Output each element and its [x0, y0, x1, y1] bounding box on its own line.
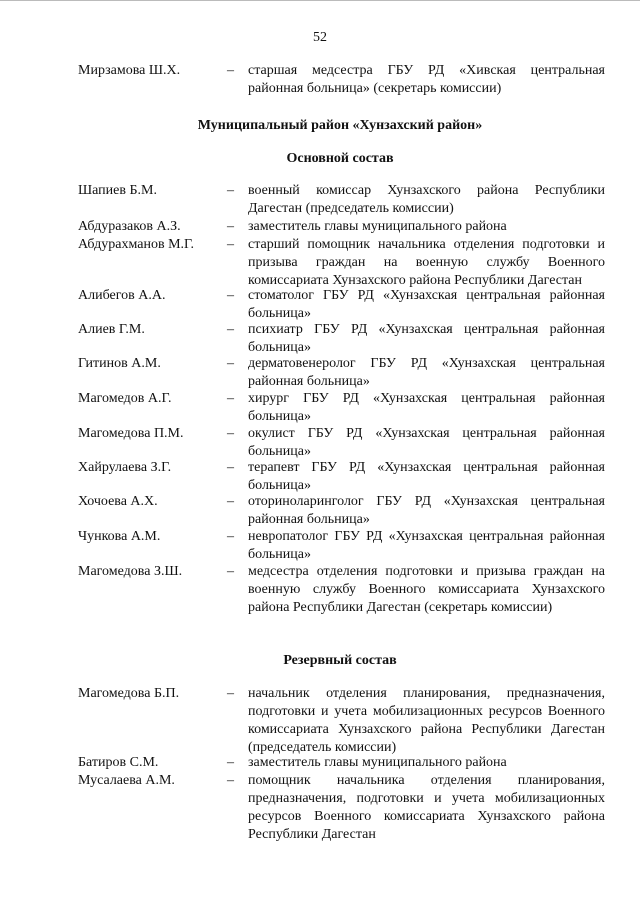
dash-separator: – — [227, 391, 234, 406]
member-name: Магомедова П.М. — [78, 426, 184, 441]
member-name: Абдуразаков А.З. — [78, 219, 181, 234]
member-position: хирург ГБУ РД «Хунзахская центральная районная больница» — [248, 391, 605, 424]
member-name: Алибегов А.А. — [78, 288, 166, 303]
member-name: Мусалаева А.М. — [78, 773, 175, 788]
member-position: терапевт ГБУ РД «Хунзахская центральная районная больница» — [248, 460, 605, 493]
scan-edge-mark — [0, 0, 640, 1]
dash-separator: – — [227, 63, 234, 78]
dash-separator: – — [227, 686, 234, 701]
dash-separator: – — [227, 773, 234, 788]
member-position: заместитель главы муниципального района — [248, 755, 507, 770]
dash-separator: – — [227, 322, 234, 337]
member-position: военный комиссар Хунзахского района Республики Дагестан (председатель комиссии) — [248, 183, 605, 216]
member-position: психиатр ГБУ РД «Хунзахская центральная районная больница» — [248, 322, 605, 355]
member-name: Алиев Г.М. — [78, 322, 145, 337]
member-name: Абдурахманов М.Г. — [78, 237, 195, 252]
main-composition-heading: Основной состав — [286, 151, 394, 166]
member-name: Магомедова Б.П. — [78, 686, 180, 701]
member-position: начальник отделения планирования, предназначения, подготовки и учета мобилизационных ресурсов Военного комиссариата Хунзахского района Республики Дагестан (председатель комиссии) — [248, 686, 605, 755]
member-position: старшая медсестра ГБУ РД «Хивская центральная районная больница» (секретарь комиссии) — [248, 63, 605, 96]
dash-separator: – — [227, 494, 234, 509]
dash-separator: – — [227, 237, 234, 252]
member-position: стоматолог ГБУ РД «Хунзахская центральная районная больница» — [248, 288, 605, 321]
member-name: Чункова А.М. — [78, 529, 161, 544]
member-name: Магомедова З.Ш. — [78, 564, 183, 579]
member-position: оториноларинголог ГБУ РД «Хунзахская центральная районная больница» — [248, 494, 605, 527]
dash-separator: – — [227, 564, 234, 579]
member-position: дерматовенеролог ГБУ РД «Хунзахская центральная районная больница» — [248, 356, 605, 389]
member-position: старший помощник начальника отделения подготовки и призыва граждан на военную службу Военного комиссариата Хунзахского района Республики Дагестан — [248, 237, 605, 288]
dash-separator: – — [227, 356, 234, 371]
member-position: помощник начальника отделения планирования, предназначения, подготовки и учета мобилизационных ресурсов Военного комиссариата Хунзахского района Республики Дагестан — [248, 773, 605, 842]
dash-separator: – — [227, 183, 234, 198]
dash-separator: – — [227, 529, 234, 544]
member-name: Мирзамова Ш.Х. — [78, 63, 181, 78]
member-position: невропатолог ГБУ РД «Хунзахская центральная районная больница» — [248, 529, 605, 562]
dash-separator: – — [227, 755, 234, 770]
member-position: заместитель главы муниципального района — [248, 219, 507, 234]
dash-separator: – — [227, 426, 234, 441]
member-name: Шапиев Б.М. — [78, 183, 157, 198]
member-position: окулист ГБУ РД «Хунзахская центральная районная больница» — [248, 426, 605, 459]
member-name: Хочоева А.Х. — [78, 494, 158, 509]
member-name: Батиров С.М. — [78, 755, 159, 770]
dash-separator: – — [227, 219, 234, 234]
district-heading: Муниципальный район «Хунзахский район» — [197, 118, 483, 133]
member-name: Хайрулаева З.Г. — [78, 460, 172, 475]
member-position: медсестра отделения подготовки и призыва граждан на военную службу Военного комиссариата Хунзахского района Республики Дагестан (секретарь комиссии) — [248, 564, 605, 615]
reserve-composition-heading: Резервный состав — [283, 653, 397, 668]
member-name: Магомедов А.Г. — [78, 391, 172, 406]
member-name: Гитинов А.М. — [78, 356, 161, 371]
dash-separator: – — [227, 460, 234, 475]
page-number: 52 — [313, 30, 327, 45]
dash-separator: – — [227, 288, 234, 303]
